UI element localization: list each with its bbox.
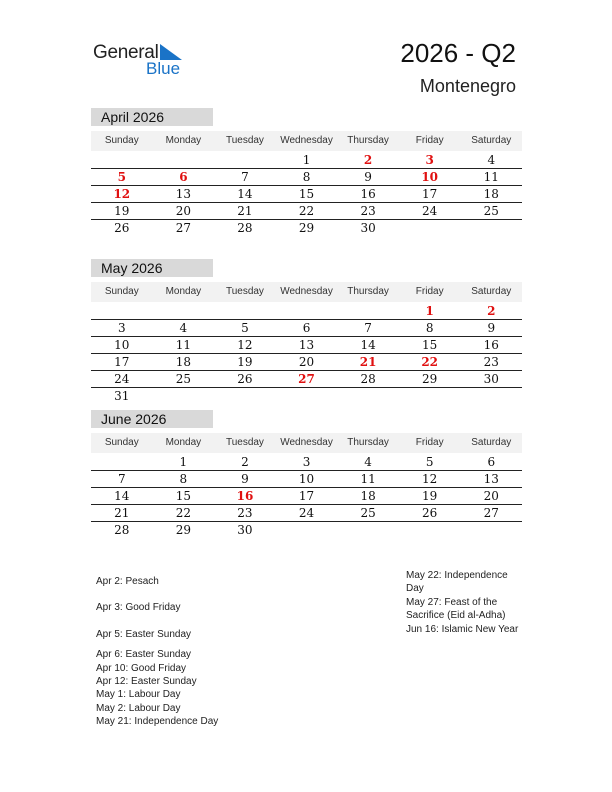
day-cell: 13 bbox=[298, 338, 315, 352]
day-cell: 29 bbox=[422, 372, 438, 386]
logo-triangle-icon bbox=[160, 44, 182, 60]
day-cell: 9 bbox=[487, 321, 496, 335]
day-cell: 15 bbox=[175, 489, 191, 503]
day-cell: 26 bbox=[114, 221, 130, 235]
day-cell: 30 bbox=[483, 372, 499, 386]
logo bbox=[93, 40, 188, 80]
day-cell: 20 bbox=[483, 489, 499, 503]
day-cell: 23 bbox=[483, 355, 499, 369]
day-cell: 31 bbox=[114, 389, 130, 403]
day-cell: 21 bbox=[114, 506, 130, 520]
day-cell: 25 bbox=[175, 372, 191, 386]
day-cell: 4 bbox=[487, 153, 496, 167]
week-rows bbox=[91, 454, 522, 538]
day-cell: 25 bbox=[360, 506, 376, 520]
day-cell: 22 bbox=[421, 355, 439, 369]
day-cell: 21 bbox=[359, 355, 377, 369]
weekday-label: Sunday bbox=[104, 437, 139, 448]
day-cell: 26 bbox=[422, 506, 438, 520]
day-cell bbox=[276, 303, 338, 319]
day-cell: 15 bbox=[422, 338, 438, 352]
holiday-notes-left bbox=[96, 575, 276, 729]
month-april bbox=[91, 108, 522, 236]
day-cell bbox=[214, 303, 276, 319]
country-name: Montenegro bbox=[419, 76, 516, 96]
day-cell: 18 bbox=[175, 355, 191, 369]
day-cell: 1 bbox=[179, 455, 188, 469]
day-cell bbox=[399, 388, 461, 404]
day-cell: 5 bbox=[117, 170, 126, 184]
day-cell: 19 bbox=[422, 489, 438, 503]
week-row bbox=[91, 169, 522, 186]
day-cell bbox=[214, 388, 276, 404]
month-may bbox=[91, 259, 522, 404]
day-cell: 2 bbox=[241, 455, 249, 469]
day-cell: 24 bbox=[114, 372, 130, 386]
weekday-label: Wednesday bbox=[280, 135, 333, 146]
day-cell: 26 bbox=[237, 372, 253, 386]
week-row bbox=[91, 152, 522, 169]
weekday-label: Friday bbox=[415, 135, 444, 146]
week-rows bbox=[91, 152, 522, 236]
week-row bbox=[91, 337, 522, 354]
day-cell: 28 bbox=[237, 221, 253, 235]
day-cell: 20 bbox=[175, 204, 191, 218]
day-cell: 6 bbox=[302, 321, 311, 335]
month-title: June 2026 bbox=[91, 410, 213, 428]
month-june bbox=[91, 410, 522, 538]
week-row bbox=[91, 303, 522, 320]
holiday-note: Jun 16: Islamic New Year bbox=[406, 623, 519, 635]
holiday-notes-right bbox=[406, 569, 522, 636]
day-cell: 19 bbox=[114, 204, 130, 218]
day-cell bbox=[91, 152, 153, 168]
weekday-label: Wednesday bbox=[280, 437, 333, 448]
weekday-label: Friday bbox=[415, 286, 444, 297]
weekday-label: Saturday bbox=[471, 286, 512, 297]
day-cell: 1 bbox=[302, 153, 311, 167]
holiday-note: May 21: Independence Day bbox=[96, 716, 219, 728]
day-cell: 13 bbox=[175, 187, 191, 201]
holiday-note: May 2: Labour Day bbox=[96, 702, 181, 714]
week-row bbox=[91, 522, 522, 538]
week-row bbox=[91, 371, 522, 388]
month-title: May 2026 bbox=[91, 259, 213, 277]
holiday-note: Apr 3: Good Friday bbox=[96, 602, 181, 614]
weekday-label: Monday bbox=[165, 286, 202, 297]
logo-blue-text: Blue bbox=[146, 59, 181, 78]
day-cell bbox=[214, 152, 276, 168]
day-cell: 14 bbox=[360, 338, 376, 352]
day-cell: 14 bbox=[114, 489, 130, 503]
day-cell: 27 bbox=[483, 506, 499, 520]
day-cell bbox=[153, 152, 215, 168]
day-cell: 17 bbox=[298, 489, 315, 503]
weekday-label: Tuesday bbox=[225, 135, 264, 146]
day-cell: 22 bbox=[298, 204, 315, 218]
day-cell: 28 bbox=[114, 523, 130, 537]
day-cell: 21 bbox=[237, 204, 253, 218]
day-cell bbox=[460, 522, 522, 538]
holiday-note: May 22: Independence Day bbox=[406, 570, 508, 595]
day-cell: 16 bbox=[236, 489, 254, 503]
day-cell bbox=[460, 220, 522, 236]
weekday-label: Thursday bbox=[347, 286, 389, 297]
day-cell: 13 bbox=[483, 472, 499, 486]
day-cell: 17 bbox=[114, 355, 130, 369]
holiday-note: Apr 6: Easter Sunday bbox=[96, 649, 192, 661]
day-cell: 6 bbox=[179, 170, 188, 184]
day-cell: 8 bbox=[302, 170, 311, 184]
day-cell: 11 bbox=[360, 472, 376, 486]
day-cell: 16 bbox=[360, 187, 376, 201]
holiday-note: Apr 2: Pesach bbox=[96, 576, 159, 587]
logo-general-text: General bbox=[93, 42, 159, 63]
holiday-note: Apr 10: Good Friday bbox=[96, 662, 187, 674]
day-cell: 17 bbox=[422, 187, 438, 201]
day-cell: 10 bbox=[421, 170, 439, 184]
day-cell bbox=[276, 388, 338, 404]
day-cell: 29 bbox=[175, 523, 191, 537]
holiday-note: Apr 12: Easter Sunday bbox=[96, 676, 197, 688]
day-cell: 3 bbox=[302, 455, 311, 469]
day-cell bbox=[153, 303, 215, 319]
day-cell bbox=[460, 388, 522, 404]
week-row bbox=[91, 454, 522, 471]
day-cell bbox=[91, 454, 153, 470]
day-cell: 20 bbox=[298, 355, 315, 369]
day-cell: 15 bbox=[298, 187, 315, 201]
day-cell: 19 bbox=[237, 355, 253, 369]
week-row bbox=[91, 488, 522, 505]
weekday-header-row bbox=[91, 131, 522, 151]
day-cell: 1 bbox=[425, 304, 434, 318]
day-cell: 24 bbox=[298, 506, 315, 520]
day-cell: 18 bbox=[483, 187, 499, 201]
day-cell: 10 bbox=[114, 338, 130, 352]
week-row bbox=[91, 203, 522, 220]
week-row bbox=[91, 471, 522, 488]
weekday-header-row bbox=[91, 282, 522, 302]
day-cell: 3 bbox=[117, 321, 126, 335]
weekday-label: Tuesday bbox=[225, 286, 264, 297]
day-cell: 9 bbox=[241, 472, 249, 486]
weekday-label: Saturday bbox=[471, 135, 512, 146]
weekday-label: Saturday bbox=[471, 437, 512, 448]
weekday-header-row bbox=[91, 433, 522, 453]
day-cell bbox=[337, 303, 399, 319]
day-cell: 12 bbox=[237, 338, 253, 352]
week-row bbox=[91, 320, 522, 337]
day-cell bbox=[337, 522, 399, 538]
day-cell: 8 bbox=[425, 321, 434, 335]
week-row bbox=[91, 186, 522, 203]
day-cell bbox=[91, 303, 153, 319]
weekday-label: Tuesday bbox=[225, 437, 264, 448]
day-cell: 6 bbox=[487, 455, 496, 469]
day-cell: 2 bbox=[487, 304, 496, 318]
weekday-label: Thursday bbox=[347, 437, 389, 448]
day-cell: 29 bbox=[298, 221, 315, 235]
weekday-label: Sunday bbox=[104, 286, 139, 297]
week-rows bbox=[91, 303, 522, 404]
day-cell: 14 bbox=[237, 187, 253, 201]
day-cell: 10 bbox=[298, 472, 315, 486]
week-row bbox=[91, 505, 522, 522]
day-cell: 4 bbox=[179, 321, 188, 335]
day-cell: 23 bbox=[237, 506, 253, 520]
week-row bbox=[91, 220, 522, 236]
week-row bbox=[91, 388, 522, 404]
weekday-label: Monday bbox=[165, 437, 202, 448]
day-cell: 22 bbox=[175, 506, 191, 520]
day-cell: 12 bbox=[113, 187, 131, 201]
day-cell: 5 bbox=[241, 321, 249, 335]
week-row bbox=[91, 354, 522, 371]
page-title: 2026 - Q2 bbox=[400, 38, 516, 68]
day-cell: 2 bbox=[363, 153, 373, 167]
weekday-label: Sunday bbox=[104, 135, 139, 146]
day-cell bbox=[153, 388, 215, 404]
day-cell bbox=[337, 388, 399, 404]
day-cell bbox=[276, 522, 338, 538]
holiday-note: Apr 5: Easter Sunday bbox=[96, 628, 192, 640]
day-cell bbox=[399, 522, 461, 538]
day-cell bbox=[399, 220, 461, 236]
day-cell: 12 bbox=[422, 472, 438, 486]
day-cell: 25 bbox=[483, 204, 499, 218]
day-cell: 27 bbox=[175, 221, 191, 235]
day-cell: 5 bbox=[425, 455, 434, 469]
day-cell: 28 bbox=[360, 372, 376, 386]
day-cell: 16 bbox=[483, 338, 499, 352]
day-cell: 30 bbox=[360, 221, 376, 235]
day-cell: 4 bbox=[364, 455, 372, 469]
day-cell: 7 bbox=[241, 170, 249, 184]
day-cell: 7 bbox=[364, 321, 372, 335]
weekday-label: Monday bbox=[165, 135, 202, 146]
day-cell: 24 bbox=[422, 204, 438, 218]
weekday-label: Wednesday bbox=[280, 286, 333, 297]
month-title: April 2026 bbox=[91, 108, 213, 126]
weekday-label: Thursday bbox=[347, 135, 389, 146]
day-cell: 9 bbox=[364, 170, 372, 184]
weekday-label: Friday bbox=[415, 437, 444, 448]
holiday-note: May 27: Feast of the Sacrifice (Eid al-Adha) bbox=[406, 596, 506, 622]
holiday-note: May 1: Labour Day bbox=[96, 689, 181, 701]
day-cell: 18 bbox=[360, 489, 376, 503]
day-cell: 30 bbox=[237, 523, 253, 537]
day-cell: 27 bbox=[298, 372, 315, 386]
day-cell: 8 bbox=[179, 472, 188, 486]
day-cell: 11 bbox=[175, 338, 191, 352]
day-cell: 11 bbox=[483, 170, 499, 184]
day-cell: 7 bbox=[117, 472, 126, 486]
day-cell: 23 bbox=[360, 204, 376, 218]
day-cell: 3 bbox=[425, 153, 434, 167]
